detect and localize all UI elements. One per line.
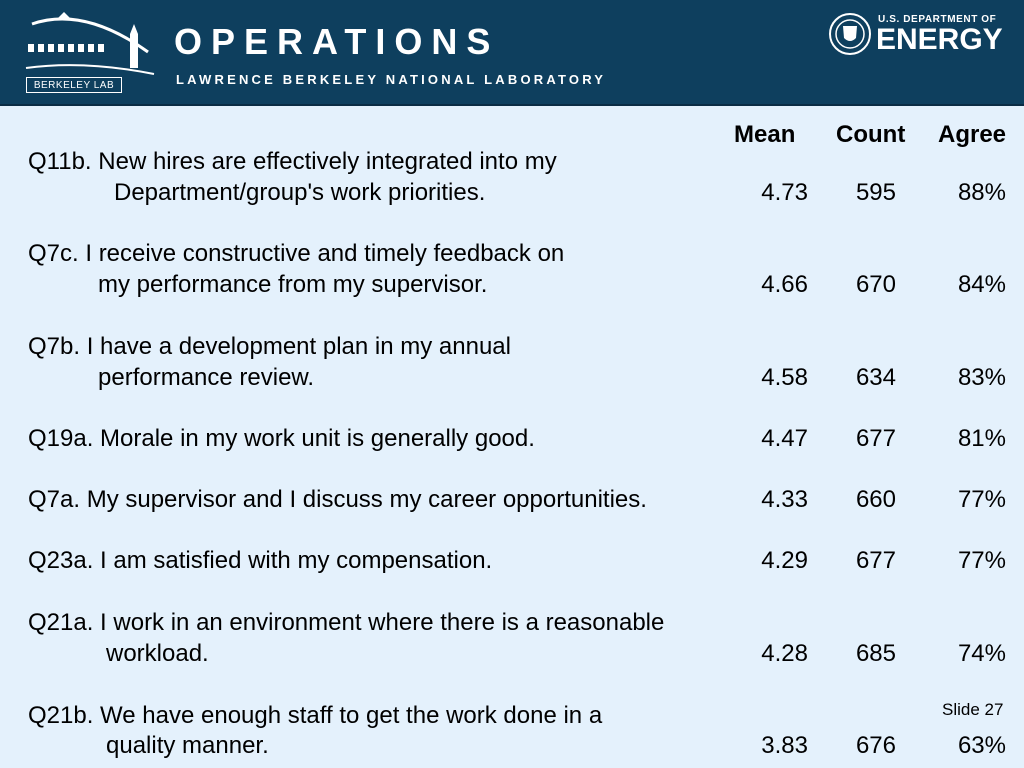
berkeley-lab-icon [24, 10, 156, 78]
agree-value: 77% [957, 486, 1006, 513]
mean-value: 4.28 [761, 640, 808, 667]
count-value: 595 [855, 179, 896, 206]
agree-value: 63% [957, 732, 1006, 759]
agree-value: 83% [957, 364, 1006, 391]
mean-value: 3.83 [761, 732, 808, 759]
question-text-continued: performance review. [98, 364, 315, 391]
mean-value: 4.47 [761, 425, 808, 452]
question-text: Q7a. My supervisor and I discuss my career opportunities. [28, 486, 647, 513]
agree-value: 88% [957, 179, 1006, 206]
count-value: 670 [855, 271, 896, 298]
count-value: 676 [855, 732, 896, 759]
mean-value: 4.33 [761, 486, 808, 513]
column-header-agree: Agree [938, 121, 1007, 148]
doe-label-main: ENERGY [876, 23, 1003, 56]
mean-value: 4.66 [761, 271, 808, 298]
mean-value: 4.58 [761, 364, 808, 391]
count-value: 660 [855, 486, 896, 513]
count-value: 685 [855, 640, 896, 667]
question-text: Q21b. We have enough staff to get the work done in a [28, 702, 603, 729]
question-text: Q11b. New hires are effectively integrated into my [28, 148, 557, 175]
question-text: Q19a. Morale in my work unit is generally good. [28, 425, 535, 452]
slide-number: Slide 27 [942, 700, 1004, 719]
question-text: Q7c. I receive constructive and timely feedback on [28, 240, 565, 267]
doe-label-top: U.S. DEPARTMENT OF [878, 14, 997, 25]
question-text-continued: Department/group's work priorities. [114, 179, 486, 206]
question-text-continued: workload. [106, 640, 209, 667]
doe-logo [828, 12, 1008, 58]
agree-value: 84% [957, 271, 1006, 298]
page-subtitle: LAWRENCE BERKELEY NATIONAL LABORATORY [176, 72, 607, 87]
logo-label: BERKELEY LAB [26, 77, 122, 93]
header-banner [0, 0, 1024, 106]
column-header-mean: Mean [734, 121, 796, 148]
count-value: 677 [855, 547, 896, 574]
agree-value: 77% [957, 547, 1006, 574]
count-value: 677 [855, 425, 896, 452]
mean-value: 4.73 [761, 179, 808, 206]
mean-value: 4.29 [761, 547, 808, 574]
question-text-continued: quality manner. [106, 732, 269, 759]
berkeley-lab-logo [24, 10, 156, 92]
agree-value: 74% [957, 640, 1006, 667]
question-text-continued: my performance from my supervisor. [98, 271, 488, 298]
count-value: 634 [855, 364, 896, 391]
column-header-count: Count [836, 121, 906, 148]
agree-value: 81% [957, 425, 1006, 452]
page-title: OPERATIONS [174, 21, 500, 62]
question-text: Q21a. I work in an environment where there is a reasonable [28, 609, 665, 636]
question-text: Q23a. I am satisfied with my compensation. [28, 547, 493, 574]
question-text: Q7b. I have a development plan in my annual [28, 333, 511, 360]
doe-seal-icon [828, 12, 872, 56]
